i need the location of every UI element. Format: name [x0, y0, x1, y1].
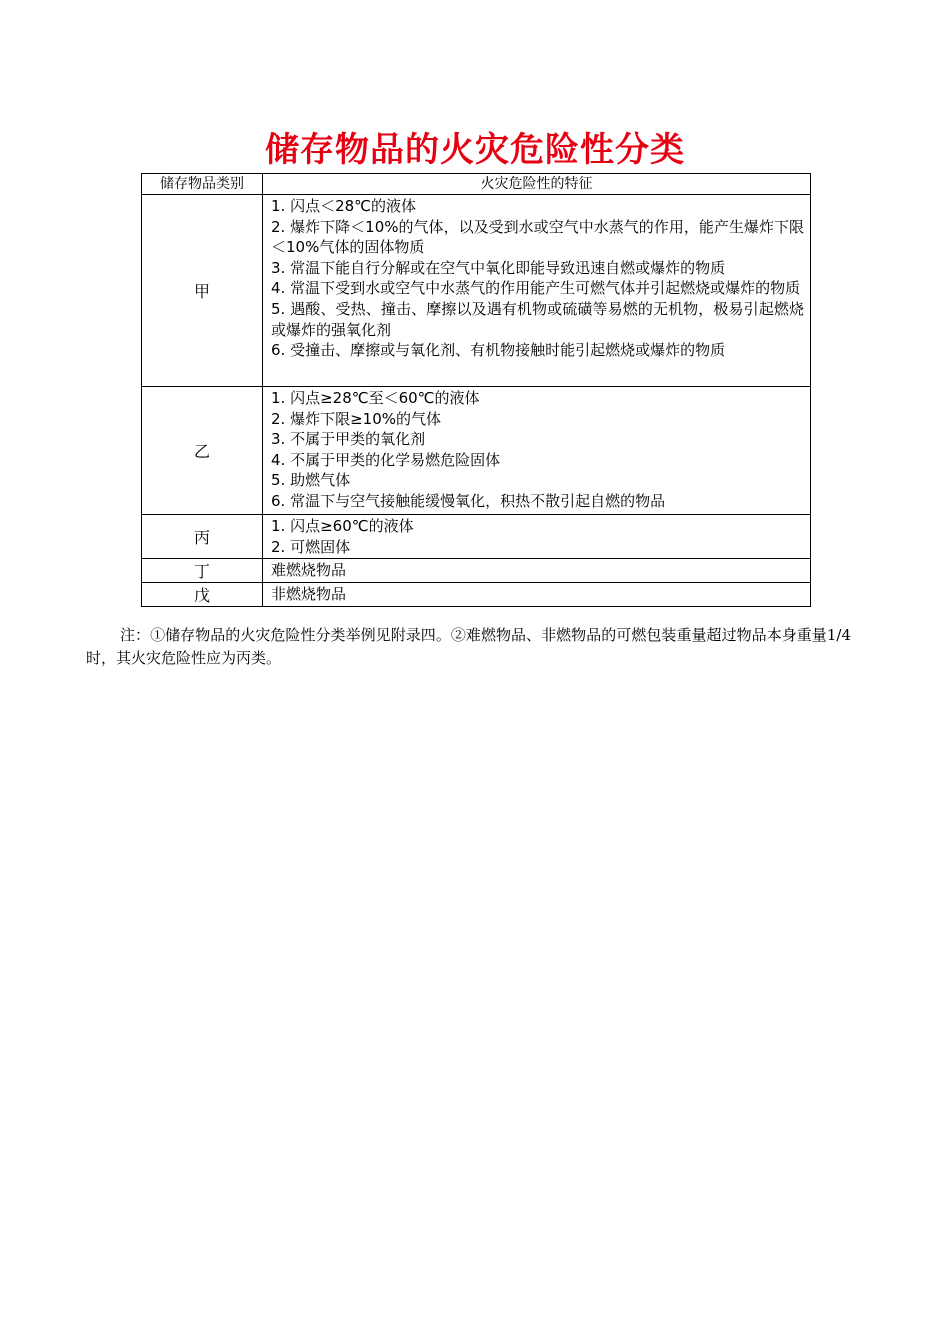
feature-cell	[263, 387, 811, 515]
feature-item: 2. 爆炸下降＜10%的气体，以及受到水或空气中水蒸气的作用，能产生爆炸下限＜10%气体的固体物质	[271, 217, 804, 257]
feature-item: 2. 爆炸下限≥10%的气体	[271, 409, 441, 428]
feature-cell	[263, 515, 811, 559]
feature-item: 3. 不属于甲类的氧化剂	[271, 430, 426, 449]
table-row-wu	[142, 583, 811, 607]
feature-item: 非燃烧物品	[271, 585, 347, 604]
feature-item: 1. 闪点≥28℃至＜60℃的液体	[271, 389, 480, 407]
feature-item: 难燃烧物品	[271, 561, 347, 580]
header-feature: 火灾危险性的特征	[263, 174, 811, 195]
feature-item: 4. 常温下受到水或空气中水蒸气的作用能产生可燃气体并引起燃烧或爆炸的物质	[271, 279, 801, 298]
table-row-bing	[142, 515, 811, 559]
category-cell: 丙	[142, 515, 263, 559]
category-cell: 丁	[142, 559, 263, 583]
category-cell: 乙	[142, 387, 263, 515]
footnote: 注：①储存物品的火灾危险性分类举例见附录四。②难燃物品、非燃物品的可燃包装重量超过物品本身重量1/4时，其火灾危险性应为丙类。	[86, 626, 851, 667]
page-title: 储存物品的火灾危险性分类	[265, 130, 685, 170]
feature-item: 6. 受撞击、摩擦或与氧化剂、有机物接触时能引起燃烧或爆炸的物质	[271, 341, 726, 360]
feature-cell	[263, 583, 811, 607]
feature-item: 6. 常温下与空气接触能缓慢氧化，积热不散引起自燃的物品	[271, 491, 666, 510]
hazard-classification-table	[141, 173, 811, 607]
table-row-jia	[142, 195, 811, 387]
feature-cell	[263, 559, 811, 583]
feature-item: 2. 可燃固体	[271, 537, 351, 556]
feature-cell	[263, 195, 811, 387]
feature-item: 3. 常温下能自行分解或在空气中氧化即能导致迅速自燃或爆炸的物质	[271, 258, 726, 277]
table-header-row	[142, 174, 811, 195]
category-cell: 戊	[142, 583, 263, 607]
feature-item: 1. 闪点＜28℃的液体	[271, 197, 417, 215]
category-cell: 甲	[142, 195, 263, 387]
feature-item: 1. 闪点≥60℃的液体	[271, 517, 414, 535]
feature-item: 5. 助燃气体	[271, 471, 351, 490]
table-row-yi	[142, 387, 811, 515]
header-category: 储存物品类别	[142, 174, 263, 195]
table-row-ding	[142, 559, 811, 583]
feature-item: 4. 不属于甲类的化学易燃危险固体	[271, 450, 501, 469]
feature-item: 5. 遇酸、受热、撞击、摩擦以及遇有机物或硫磺等易燃的无机物，极易引起燃烧或爆炸的强氧化剂	[271, 299, 804, 339]
